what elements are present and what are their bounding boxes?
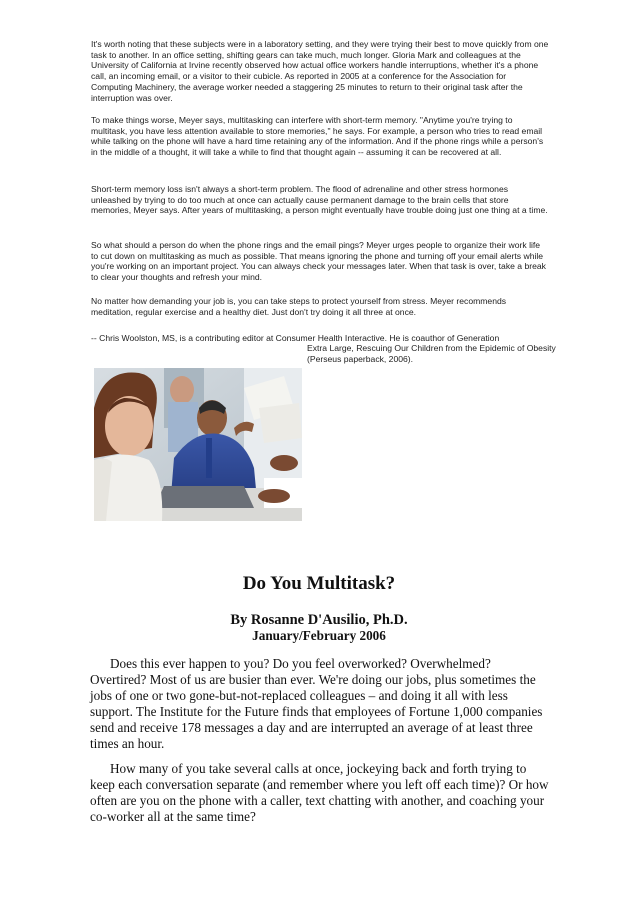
paragraph-lab-setting: It's worth noting that these subjects were in a laboratory setting, and they were trying their best to move quickly from one task to another. In an office setting, shifting gears can take much, much longer. Gloria Mark and colleagues at the University of California at Irvine recently observed how actual office workers handle interruptions, whether it's a phone call, an incoming email, or a visitor to their cubicle. As reported in 2005 at a conference for the Association for Computing Machinery, the average worker needed a staggering 25 minutes to return to their original task after the interruption was over. [91, 39, 549, 103]
article-author: By Rosanne D'Ausilio, Ph.D. [230, 612, 408, 628]
author-credit-line: -- Chris Woolston, MS, is a contributing editor at Consumer Health Interactive. He is coauthor of Generation [91, 333, 500, 343]
paragraph-memory-loss: Short-term memory loss isn't always a short-term problem. The flood of adrenaline and other stress hormones unleashed by trying to do too much at once can actually cause permanent damage to the brain cells that store memories, Meyer says. After years of multitasking, a person might eventually have trouble doing just one thing at a time. [91, 184, 548, 216]
paragraph-overworked: Does this ever happen to you? Do you feel overworked? Overwhelmed? Overtired? Most of us are busier than ever. We're doing our jobs, plus sometimes the jobs of one or two gone-but-not-replaced colleagues – and doing it all with less support. The Institute for the Future finds that employees of Fortune 1,000 companies send and receive 178 messages a day and are interrupted an average of at least three times an hour. [90, 656, 543, 752]
paragraph-phone-rings: So what should a person do when the phone rings and the email pings? Meyer urges people to organize their work life to cut down on multitasking as much as possible. That means ignoring the phone and turning off your email alerts while you're working on an important project. You can always check your messages later. When that task is over, take a break to clear your thoughts and refresh your mind. [91, 240, 546, 283]
article-date: January/February 2006 [252, 628, 386, 643]
paragraph-protect-yourself: No matter how demanding your job is, you can take steps to protect yourself from stress. Meyer recommends meditation, regular exercise and a healthy diet. Just don't try doing it all three at once. [91, 296, 507, 317]
author-credit-continuation: Extra Large, Rescuing Our Children from the Epidemic of Obesity (Perseus paperback, 2006). [307, 343, 556, 364]
paragraph-short-term-memory: To make things worse, Meyer says, multitasking can interfere with short-term memory. "Anytime you're trying to multitask, you have less attention available to store memories," he says. For example, a person who tries to read email while talking on the phone will have a hard time retaining any of the information. And if the phone rings while a person's in the middle of a thought, it will take a while to find that thought again -- assuming it can be recovered at all. [91, 115, 544, 158]
paragraph-several-calls: How many of you take several calls at once, jockeying back and forth trying to keep each conversation separate (and remember where you left off each time)? Or how often are you on the phone with a caller, text chatting with another, and coaching your co-worker all at the same time? [90, 761, 549, 825]
article-title: Do You Multitask? [242, 573, 396, 594]
office-multitasking-photo [94, 368, 302, 521]
